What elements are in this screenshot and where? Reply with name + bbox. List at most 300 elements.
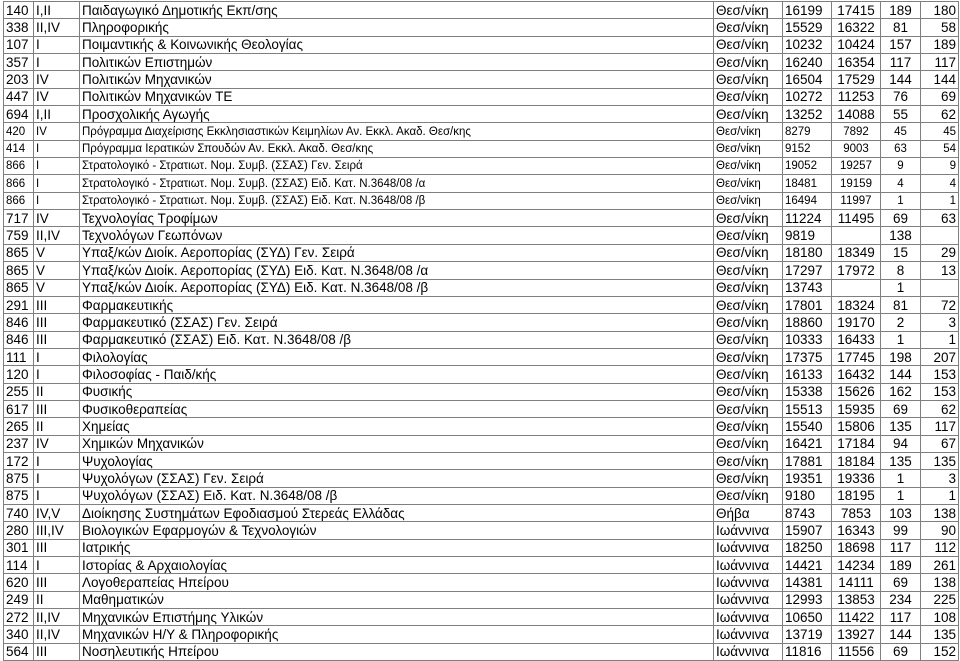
table-row — [4, 106, 959, 123]
places-first-cell: 135 — [881, 418, 921, 435]
department-code-cell: 846 — [4, 314, 34, 331]
places-first-cell: 189 — [881, 557, 921, 574]
table-row — [4, 158, 959, 175]
department-name-cell: Φαρμακευτικό (ΣΣΑΣ) Ειδ. Κατ. Ν.3648/08 /β — [80, 331, 714, 348]
field-area-cell: I — [34, 366, 80, 383]
field-area-cell: I — [34, 452, 80, 469]
city-cell: Ιωάννινα — [714, 643, 783, 660]
score-first-cell: 15338 — [783, 383, 832, 400]
table-row — [4, 331, 959, 348]
department-name-cell: Διοίκησης Συστημάτων Εφοδιασμού Στερεάς Ελλάδας — [80, 504, 714, 521]
table-row — [4, 470, 959, 487]
table-row — [4, 452, 959, 469]
score-second-cell: 7853 — [832, 504, 881, 521]
places-second-cell: 13 — [921, 262, 959, 279]
department-name-cell: Πολιτικών Μηχανικών — [80, 71, 714, 88]
field-area-cell: III — [34, 643, 80, 660]
field-area-cell: I — [34, 557, 80, 574]
places-first-cell: 138 — [881, 227, 921, 244]
city-cell: Ιωάννινα — [714, 591, 783, 608]
places-first-cell: 103 — [881, 504, 921, 521]
department-code-cell: 865 — [4, 279, 34, 296]
city-cell: Θεσ/νίκη — [714, 487, 783, 504]
places-second-cell: 225 — [921, 591, 959, 608]
places-second-cell: 72 — [921, 296, 959, 313]
places-second-cell: 45 — [921, 123, 959, 140]
field-area-cell: IV — [34, 123, 80, 140]
score-first-cell: 14421 — [783, 557, 832, 574]
score-second-cell: 16432 — [832, 366, 881, 383]
department-name-cell: Μηχανικών Η/Υ & Πληροφορικής — [80, 626, 714, 643]
department-name-cell: Στρατολογικό - Στρατιωτ. Νομ. Συμβ. (ΣΣΑΣ) Γεν. Σειρά — [80, 158, 714, 175]
places-first-cell: 9 — [881, 158, 921, 175]
city-cell: Θεσ/νίκη — [714, 452, 783, 469]
department-code-cell: 447 — [4, 88, 34, 105]
city-cell: Ιωάννινα — [714, 557, 783, 574]
places-first-cell: 8 — [881, 262, 921, 279]
score-first-cell: 10333 — [783, 331, 832, 348]
score-first-cell: 17801 — [783, 296, 832, 313]
field-area-cell: II,IV — [34, 227, 80, 244]
field-area-cell: II — [34, 383, 80, 400]
table-row — [4, 643, 959, 660]
city-cell: Θεσ/νίκη — [714, 348, 783, 365]
score-first-cell: 9180 — [783, 487, 832, 504]
table-row — [4, 435, 959, 452]
table-row — [4, 36, 959, 53]
city-cell: Θεσ/νίκη — [714, 175, 783, 192]
field-area-cell: V — [34, 262, 80, 279]
department-code-cell: 120 — [4, 366, 34, 383]
department-name-cell: Μηχανικών Επιστήμης Υλικών — [80, 609, 714, 626]
places-first-cell: 1 — [881, 487, 921, 504]
places-second-cell: 117 — [921, 418, 959, 435]
department-code-cell: 617 — [4, 400, 34, 417]
score-second-cell: 18184 — [832, 452, 881, 469]
score-first-cell: 11816 — [783, 643, 832, 660]
city-cell: Θεσ/νίκη — [714, 418, 783, 435]
score-second-cell: 18324 — [832, 296, 881, 313]
places-first-cell: 234 — [881, 591, 921, 608]
places-second-cell: 3 — [921, 314, 959, 331]
places-second-cell: 261 — [921, 557, 959, 574]
score-second-cell: 15806 — [832, 418, 881, 435]
city-cell: Θεσ/νίκη — [714, 54, 783, 71]
department-code-cell: 875 — [4, 470, 34, 487]
score-second-cell: 15626 — [832, 383, 881, 400]
places-first-cell: 162 — [881, 383, 921, 400]
department-code-cell: 111 — [4, 348, 34, 365]
table-row — [4, 19, 959, 36]
department-code-cell: 866 — [4, 175, 34, 192]
places-second-cell: 62 — [921, 106, 959, 123]
score-second-cell: 19257 — [832, 158, 881, 175]
city-cell: Θεσ/νίκη — [714, 123, 783, 140]
department-name-cell: Παιδαγωγικό Δημοτικής Εκπ/σης — [80, 2, 714, 19]
field-area-cell: III — [34, 574, 80, 591]
department-code-cell: 846 — [4, 331, 34, 348]
department-name-cell: Υπαξ/κών Διοίκ. Αεροπορίας (ΣΥΔ) Ειδ. Κατ. Ν.3648/08 /β — [80, 279, 714, 296]
city-cell: Θεσ/νίκη — [714, 296, 783, 313]
score-first-cell: 9819 — [783, 227, 832, 244]
department-code-cell: 759 — [4, 227, 34, 244]
score-first-cell: 15540 — [783, 418, 832, 435]
field-area-cell: I — [34, 36, 80, 53]
table-row — [4, 54, 959, 71]
places-first-cell: 157 — [881, 36, 921, 53]
places-second-cell: 112 — [921, 539, 959, 556]
places-first-cell: 1 — [881, 279, 921, 296]
department-name-cell: Λογοθεραπείας Ηπείρου — [80, 574, 714, 591]
department-name-cell: Πρόγραμμα Ιερατικών Σπουδών Αν. Εκκλ. Ακαδ. Θεσ/κης — [80, 140, 714, 157]
department-name-cell: Υπαξ/κών Διοίκ. Αεροπορίας (ΣΥΔ) Γεν. Σειρά — [80, 244, 714, 261]
field-area-cell: IV — [34, 71, 80, 88]
places-first-cell: 2 — [881, 314, 921, 331]
places-second-cell — [921, 279, 959, 296]
places-first-cell: 45 — [881, 123, 921, 140]
score-second-cell: 9003 — [832, 140, 881, 157]
city-cell: Θεσ/νίκη — [714, 140, 783, 157]
department-code-cell: 280 — [4, 522, 34, 539]
score-second-cell: 17529 — [832, 71, 881, 88]
table-row — [4, 522, 959, 539]
score-second-cell: 17972 — [832, 262, 881, 279]
table-row — [4, 504, 959, 521]
city-cell: Θήβα — [714, 504, 783, 521]
field-area-cell: IV — [34, 88, 80, 105]
field-area-cell: IV — [34, 210, 80, 227]
department-name-cell: Τεχνολόγων Γεωπόνων — [80, 227, 714, 244]
score-first-cell: 15513 — [783, 400, 832, 417]
city-cell: Ιωάννινα — [714, 522, 783, 539]
places-second-cell: 54 — [921, 140, 959, 157]
places-second-cell: 207 — [921, 348, 959, 365]
department-name-cell: Νοσηλευτικής Ηπείρου — [80, 643, 714, 660]
places-second-cell: 4 — [921, 175, 959, 192]
places-second-cell: 3 — [921, 470, 959, 487]
places-first-cell: 144 — [881, 71, 921, 88]
field-area-cell: III,IV — [34, 522, 80, 539]
city-cell: Θεσ/νίκη — [714, 262, 783, 279]
department-code-cell: 620 — [4, 574, 34, 591]
table-row — [4, 244, 959, 261]
department-name-cell: Βιολογικών Εφαρμογών & Τεχνολογιών — [80, 522, 714, 539]
department-name-cell: Προσχολικής Αγωγής — [80, 106, 714, 123]
table-row — [4, 123, 959, 140]
score-first-cell: 18481 — [783, 175, 832, 192]
department-code-cell: 140 — [4, 2, 34, 19]
field-area-cell: II,IV — [34, 626, 80, 643]
score-first-cell: 12993 — [783, 591, 832, 608]
field-area-cell: II — [34, 418, 80, 435]
department-name-cell: Υπαξ/κών Διοίκ. Αεροπορίας (ΣΥΔ) Ειδ. Κατ. Ν.3648/08 /α — [80, 262, 714, 279]
results-table — [3, 1, 959, 661]
department-name-cell: Πολιτικών Μηχανικών ΤΕ — [80, 88, 714, 105]
department-name-cell: Στρατολογικό - Στρατιωτ. Νομ. Συμβ. (ΣΣΑΣ) Ειδ. Κατ. Ν.3648/08 /β — [80, 192, 714, 209]
score-second-cell: 17745 — [832, 348, 881, 365]
city-cell: Θεσ/νίκη — [714, 88, 783, 105]
field-area-cell: V — [34, 244, 80, 261]
city-cell: Ιωάννινα — [714, 626, 783, 643]
department-code-cell: 420 — [4, 123, 34, 140]
places-first-cell: 117 — [881, 54, 921, 71]
department-code-cell: 740 — [4, 504, 34, 521]
table-row — [4, 296, 959, 313]
score-second-cell: 15935 — [832, 400, 881, 417]
table-row — [4, 418, 959, 435]
field-area-cell: II,IV — [34, 19, 80, 36]
city-cell: Θεσ/νίκη — [714, 227, 783, 244]
field-area-cell: I — [34, 192, 80, 209]
places-second-cell: 90 — [921, 522, 959, 539]
city-cell: Θεσ/νίκη — [714, 400, 783, 417]
department-name-cell: Τεχνολογίας Τροφίμων — [80, 210, 714, 227]
score-second-cell: 13927 — [832, 626, 881, 643]
score-first-cell: 18180 — [783, 244, 832, 261]
places-second-cell: 144 — [921, 71, 959, 88]
city-cell: Θεσ/νίκη — [714, 331, 783, 348]
score-second-cell — [832, 279, 881, 296]
score-second-cell: 16433 — [832, 331, 881, 348]
places-first-cell: 198 — [881, 348, 921, 365]
city-cell: Θεσ/νίκη — [714, 314, 783, 331]
table-row — [4, 539, 959, 556]
score-second-cell: 16322 — [832, 19, 881, 36]
score-second-cell: 11997 — [832, 192, 881, 209]
city-cell: Θεσ/νίκη — [714, 192, 783, 209]
places-second-cell: 189 — [921, 36, 959, 53]
score-first-cell: 17881 — [783, 452, 832, 469]
city-cell: Θεσ/νίκη — [714, 158, 783, 175]
score-first-cell: 10272 — [783, 88, 832, 105]
score-first-cell: 15907 — [783, 522, 832, 539]
department-name-cell: Φαρμακευτικό (ΣΣΑΣ) Γεν. Σειρά — [80, 314, 714, 331]
field-area-cell: I — [34, 348, 80, 365]
places-first-cell: 144 — [881, 626, 921, 643]
places-first-cell: 1 — [881, 331, 921, 348]
department-name-cell: Πληροφορικής — [80, 19, 714, 36]
places-second-cell: 1 — [921, 192, 959, 209]
places-first-cell: 76 — [881, 88, 921, 105]
table-row — [4, 279, 959, 296]
department-code-cell: 203 — [4, 71, 34, 88]
city-cell: Θεσ/νίκη — [714, 366, 783, 383]
score-first-cell: 9152 — [783, 140, 832, 157]
places-second-cell: 9 — [921, 158, 959, 175]
city-cell: Θεσ/νίκη — [714, 383, 783, 400]
department-name-cell: Χημικών Μηχανικών — [80, 435, 714, 452]
score-first-cell: 16199 — [783, 2, 832, 19]
city-cell: Θεσ/νίκη — [714, 279, 783, 296]
places-first-cell: 4 — [881, 175, 921, 192]
field-area-cell: III — [34, 296, 80, 313]
score-second-cell — [832, 227, 881, 244]
city-cell: Θεσ/νίκη — [714, 71, 783, 88]
places-first-cell: 117 — [881, 539, 921, 556]
score-second-cell: 14234 — [832, 557, 881, 574]
score-first-cell: 15529 — [783, 19, 832, 36]
score-second-cell: 11495 — [832, 210, 881, 227]
places-second-cell: 117 — [921, 54, 959, 71]
score-first-cell: 8279 — [783, 123, 832, 140]
score-second-cell: 18195 — [832, 487, 881, 504]
field-area-cell: IV — [34, 435, 80, 452]
places-second-cell: 69 — [921, 88, 959, 105]
department-code-cell: 866 — [4, 158, 34, 175]
table-row — [4, 609, 959, 626]
department-name-cell: Πρόγραμμα Διαχείρισης Εκκλησιαστικών Κειμηλίων Αν. Εκκλ. Ακαδ. Θεσ/κης — [80, 123, 714, 140]
places-second-cell: 58 — [921, 19, 959, 36]
score-first-cell: 16240 — [783, 54, 832, 71]
city-cell: Θεσ/νίκη — [714, 106, 783, 123]
score-second-cell: 11253 — [832, 88, 881, 105]
places-first-cell: 69 — [881, 643, 921, 660]
department-name-cell: Μαθηματικών — [80, 591, 714, 608]
places-first-cell: 81 — [881, 19, 921, 36]
score-second-cell: 16354 — [832, 54, 881, 71]
department-code-cell: 875 — [4, 487, 34, 504]
places-first-cell: 69 — [881, 210, 921, 227]
table-row — [4, 262, 959, 279]
department-name-cell: Ψυχολόγων (ΣΣΑΣ) Ειδ. Κατ. Ν.3648/08 /β — [80, 487, 714, 504]
department-code-cell: 249 — [4, 591, 34, 608]
score-second-cell: 16343 — [832, 522, 881, 539]
score-second-cell: 19159 — [832, 175, 881, 192]
department-code-cell: 338 — [4, 19, 34, 36]
places-second-cell: 108 — [921, 609, 959, 626]
score-first-cell: 13743 — [783, 279, 832, 296]
places-second-cell: 67 — [921, 435, 959, 452]
table-row — [4, 227, 959, 244]
score-second-cell: 7892 — [832, 123, 881, 140]
table-body — [4, 2, 959, 661]
score-first-cell: 13252 — [783, 106, 832, 123]
score-first-cell: 13719 — [783, 626, 832, 643]
department-code-cell: 340 — [4, 626, 34, 643]
places-first-cell: 189 — [881, 2, 921, 19]
field-area-cell: II — [34, 591, 80, 608]
department-code-cell: 865 — [4, 262, 34, 279]
score-second-cell: 11422 — [832, 609, 881, 626]
department-code-cell: 272 — [4, 609, 34, 626]
department-code-cell: 357 — [4, 54, 34, 71]
field-area-cell: III — [34, 400, 80, 417]
table-row — [4, 487, 959, 504]
score-second-cell: 18349 — [832, 244, 881, 261]
table-row — [4, 366, 959, 383]
places-first-cell: 117 — [881, 609, 921, 626]
department-name-cell: Στρατολογικό - Στρατιωτ. Νομ. Συμβ. (ΣΣΑΣ) Ειδ. Κατ. Ν.3648/08 /α — [80, 175, 714, 192]
field-area-cell: III — [34, 314, 80, 331]
places-second-cell: 153 — [921, 383, 959, 400]
places-first-cell: 1 — [881, 192, 921, 209]
table-row — [4, 2, 959, 19]
department-code-cell: 866 — [4, 192, 34, 209]
places-second-cell: 62 — [921, 400, 959, 417]
department-name-cell: Φυσικοθεραπείας — [80, 400, 714, 417]
field-area-cell: III — [34, 331, 80, 348]
department-code-cell: 414 — [4, 140, 34, 157]
department-name-cell: Φιλοσοφίας - Παιδ/κής — [80, 366, 714, 383]
department-code-cell: 114 — [4, 557, 34, 574]
city-cell: Θεσ/νίκη — [714, 19, 783, 36]
score-second-cell: 14088 — [832, 106, 881, 123]
table-row — [4, 591, 959, 608]
department-code-cell: 237 — [4, 435, 34, 452]
field-area-cell: I — [34, 175, 80, 192]
score-first-cell: 16133 — [783, 366, 832, 383]
score-first-cell: 16494 — [783, 192, 832, 209]
places-first-cell: 15 — [881, 244, 921, 261]
department-name-cell: Ψυχολογίας — [80, 452, 714, 469]
places-second-cell: 1 — [921, 487, 959, 504]
table-row — [4, 400, 959, 417]
department-name-cell: Ποιμαντικής & Κοινωνικής Θεολογίας — [80, 36, 714, 53]
places-second-cell: 138 — [921, 574, 959, 591]
places-second-cell: 29 — [921, 244, 959, 261]
table-row — [4, 383, 959, 400]
city-cell: Ιωάννινα — [714, 539, 783, 556]
city-cell: Θεσ/νίκη — [714, 244, 783, 261]
table-row — [4, 71, 959, 88]
department-name-cell: Φυσικής — [80, 383, 714, 400]
score-first-cell: 19351 — [783, 470, 832, 487]
department-name-cell: Πολιτικών Επιστημών — [80, 54, 714, 71]
city-cell: Θεσ/νίκη — [714, 2, 783, 19]
department-name-cell: Χημείας — [80, 418, 714, 435]
field-area-cell: III — [34, 539, 80, 556]
places-first-cell: 144 — [881, 366, 921, 383]
city-cell: Ιωάννινα — [714, 609, 783, 626]
field-area-cell: I — [34, 470, 80, 487]
city-cell: Θεσ/νίκη — [714, 435, 783, 452]
table-row — [4, 574, 959, 591]
places-first-cell: 63 — [881, 140, 921, 157]
city-cell: Θεσ/νίκη — [714, 36, 783, 53]
table-row — [4, 210, 959, 227]
department-name-cell: Φαρμακευτικής — [80, 296, 714, 313]
department-name-cell: Ψυχολόγων (ΣΣΑΣ) Γεν. Σειρά — [80, 470, 714, 487]
score-first-cell: 19052 — [783, 158, 832, 175]
department-name-cell: Ιστορίας & Αρχαιολογίας — [80, 557, 714, 574]
score-first-cell: 10232 — [783, 36, 832, 53]
department-code-cell: 717 — [4, 210, 34, 227]
places-second-cell: 1 — [921, 331, 959, 348]
score-first-cell: 10650 — [783, 609, 832, 626]
score-first-cell: 18250 — [783, 539, 832, 556]
score-second-cell: 10424 — [832, 36, 881, 53]
places-second-cell: 153 — [921, 366, 959, 383]
places-first-cell: 69 — [881, 574, 921, 591]
field-area-cell: I — [34, 158, 80, 175]
department-code-cell: 107 — [4, 36, 34, 53]
department-code-cell: 865 — [4, 244, 34, 261]
field-area-cell: I,II — [34, 106, 80, 123]
score-first-cell: 17297 — [783, 262, 832, 279]
places-second-cell — [921, 227, 959, 244]
department-code-cell: 172 — [4, 452, 34, 469]
places-first-cell: 135 — [881, 452, 921, 469]
department-code-cell: 255 — [4, 383, 34, 400]
score-second-cell: 14111 — [832, 574, 881, 591]
department-code-cell: 291 — [4, 296, 34, 313]
score-second-cell: 18698 — [832, 539, 881, 556]
score-second-cell: 19336 — [832, 470, 881, 487]
field-area-cell: I — [34, 487, 80, 504]
score-first-cell: 11224 — [783, 210, 832, 227]
table-row — [4, 192, 959, 209]
places-first-cell: 55 — [881, 106, 921, 123]
